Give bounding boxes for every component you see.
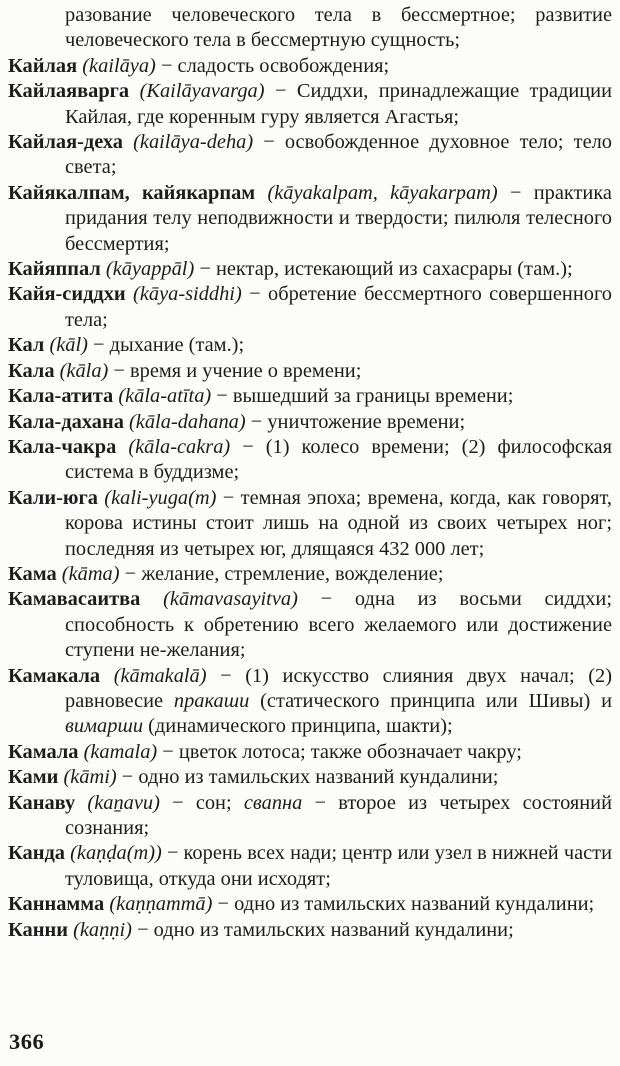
dictionary-entry [8, 333, 612, 358]
dictionary-entry [8, 791, 612, 842]
dictionary-entry [8, 282, 612, 333]
entry-transliteration: (kāla-cakra) [128, 435, 231, 458]
entry-definition: − одно из тамильских названий кундалини; [212, 893, 595, 916]
entry-transliteration: (kaṇṇi) [73, 918, 132, 941]
entry-definition: − Сиддхи, принадлежащие традиции Кайлая, где коренным гуру является Агастья; [65, 80, 612, 128]
entry-term: Камакала [8, 664, 101, 687]
entry-term: Кайя-сиддхи [8, 283, 126, 306]
entry-transliteration: (kailāya) [82, 54, 156, 77]
dictionary-entry [8, 892, 612, 917]
dictionary-entry [8, 740, 612, 765]
dictionary-entry [8, 918, 612, 943]
entry-definition: − темная эпоха; времена, когда, как говорят, корова истины стоит лишь на одной из своих четырех ног; последняя из четырех юг, длящаяся 432 000 лет; [65, 486, 612, 560]
entry-term: Каннамма [8, 893, 105, 916]
dictionary-entry [8, 435, 612, 486]
definition-italic-word: вимарши [65, 715, 144, 738]
entry-definition: − освобожденное духовное тело; тело света; [65, 131, 612, 179]
entry-term: Кали-юга [8, 486, 98, 509]
entry-definition: − сладость освобождения; [155, 54, 390, 77]
dictionary-entry [8, 841, 612, 892]
entry-definition: − сон; [159, 791, 244, 814]
entry-definition: − (1) колесо времени; (2) философская система в буддизме; [65, 435, 612, 484]
entry-term: Кайяппал [8, 258, 101, 281]
entry-transliteration: (Kailāyavarga) [139, 80, 265, 103]
entry-definition: (динамического принципа, шакти); [143, 715, 453, 738]
dictionary-entry [8, 587, 612, 663]
entry-term: Камавасаитва [8, 588, 141, 611]
entry-transliteration: (kāl) [49, 334, 88, 357]
entry-definition: − уничтожение времени; [245, 410, 466, 433]
entry-term: Кал [8, 334, 45, 357]
entry-definition: − время и учение о времени; [108, 359, 362, 382]
entry-definition: − практика придания телу неподвижности и твердости; пилюля телесного бессмертия; [65, 181, 612, 255]
entry-term: Кала-чакра [8, 435, 117, 458]
entry-transliteration: (kāla-atīta) [118, 385, 212, 408]
entry-definition: − вышедший за границы времени; [211, 385, 514, 408]
entry-definition: − одно из тамильских названий кундалини; [116, 766, 499, 789]
entry-transliteration: (kāyakalpam, kāyakarpam) [267, 181, 498, 204]
entry-transliteration: (kailāya-deha) [133, 131, 254, 154]
entry-term: Канда [8, 842, 65, 865]
entry-transliteration: (kāya-siddhi) [133, 283, 242, 306]
dictionary-entry [8, 765, 612, 790]
entry-term: Канаву [8, 791, 76, 814]
entry-term: Канни [8, 918, 68, 941]
dictionary-entry [8, 181, 612, 257]
entry-term: Камала [8, 740, 79, 763]
entry-definition: − обретение бессмертного совершенного тела; [65, 283, 612, 331]
dictionary-entry [8, 54, 612, 79]
entry-definition: − (1) искусство слияния двух начал; (2) равновесие [65, 664, 612, 712]
dictionary-entries-container [8, 3, 612, 943]
entry-term: Кама [8, 562, 57, 585]
entry-term: Кала [8, 359, 55, 382]
entry-definition: − второе из четырех состояний сознания; [65, 791, 612, 839]
dictionary-entry [8, 3, 612, 54]
dictionary-entry [8, 410, 612, 435]
dictionary-entry [8, 79, 612, 130]
entry-definition: − желание, стремление, вожделение; [119, 562, 444, 585]
entry-definition: − дыхание (там.); [87, 334, 245, 357]
entry-term: Кала-дахана [8, 410, 124, 433]
entry-definition: − одна из восьми сиддхи; способность к обретению всего желаемого или достижение ступени не-желания; [65, 588, 612, 662]
entry-term: Кала-атита [8, 385, 114, 408]
entry-transliteration: (kāma) [61, 562, 120, 585]
entry-term: Кайлаяварга [8, 80, 130, 103]
entry-term: Кайякалпам, кайякарпам [8, 181, 256, 204]
definition-italic-word: свапна [243, 791, 303, 814]
entry-transliteration: (kāla-dahana) [129, 410, 246, 433]
entry-term: Кайлая [8, 54, 78, 77]
entry-transliteration: (kāmakalā) [113, 664, 207, 687]
entry-transliteration: (kaṇḍa(m)) [70, 842, 162, 865]
entry-definition: − нектар, истекающий из сахасрары (там.); [194, 258, 573, 281]
entry-transliteration: (kamala) [83, 740, 158, 763]
entry-definition: − корень всех нади; центр или узел в нижней части туловища, откуда они исходят; [65, 842, 612, 890]
page-number: 366 [9, 1029, 45, 1054]
dictionary-entry [8, 257, 612, 282]
definition-italic-word: пракаши [173, 689, 250, 712]
dictionary-entry [8, 486, 612, 562]
dictionary-entry [8, 562, 612, 587]
entry-transliteration: (kaṉavu) [87, 791, 160, 814]
entry-definition: − одно из тамильских названий кундалини; [131, 918, 514, 941]
entry-term: Ками [8, 766, 59, 789]
dictionary-entry [8, 359, 612, 384]
entry-transliteration: (kāmi) [63, 766, 117, 789]
entry-term: Кайлая-деха [8, 131, 123, 154]
dictionary-entry [8, 130, 612, 181]
entry-transliteration: (kāyappāl) [105, 258, 195, 281]
entry-transliteration: (kāla) [59, 359, 109, 382]
dictionary-entry [8, 384, 612, 409]
entry-transliteration: (kaṇṇammā) [109, 893, 213, 916]
entry-definition: (статического принципа или Шивы) и [249, 689, 612, 712]
entry-definition: разование человеческого тела в бессмертное; развитие человеческого тела в бессмертную сущность; [65, 4, 612, 52]
entry-definition: − цветок лотоса; также обозначает чакру; [157, 740, 522, 763]
dictionary-entry [8, 664, 612, 740]
entry-transliteration: (kāmavasayitva) [163, 588, 298, 611]
entry-transliteration: (kali-yuga(m) [104, 486, 217, 509]
